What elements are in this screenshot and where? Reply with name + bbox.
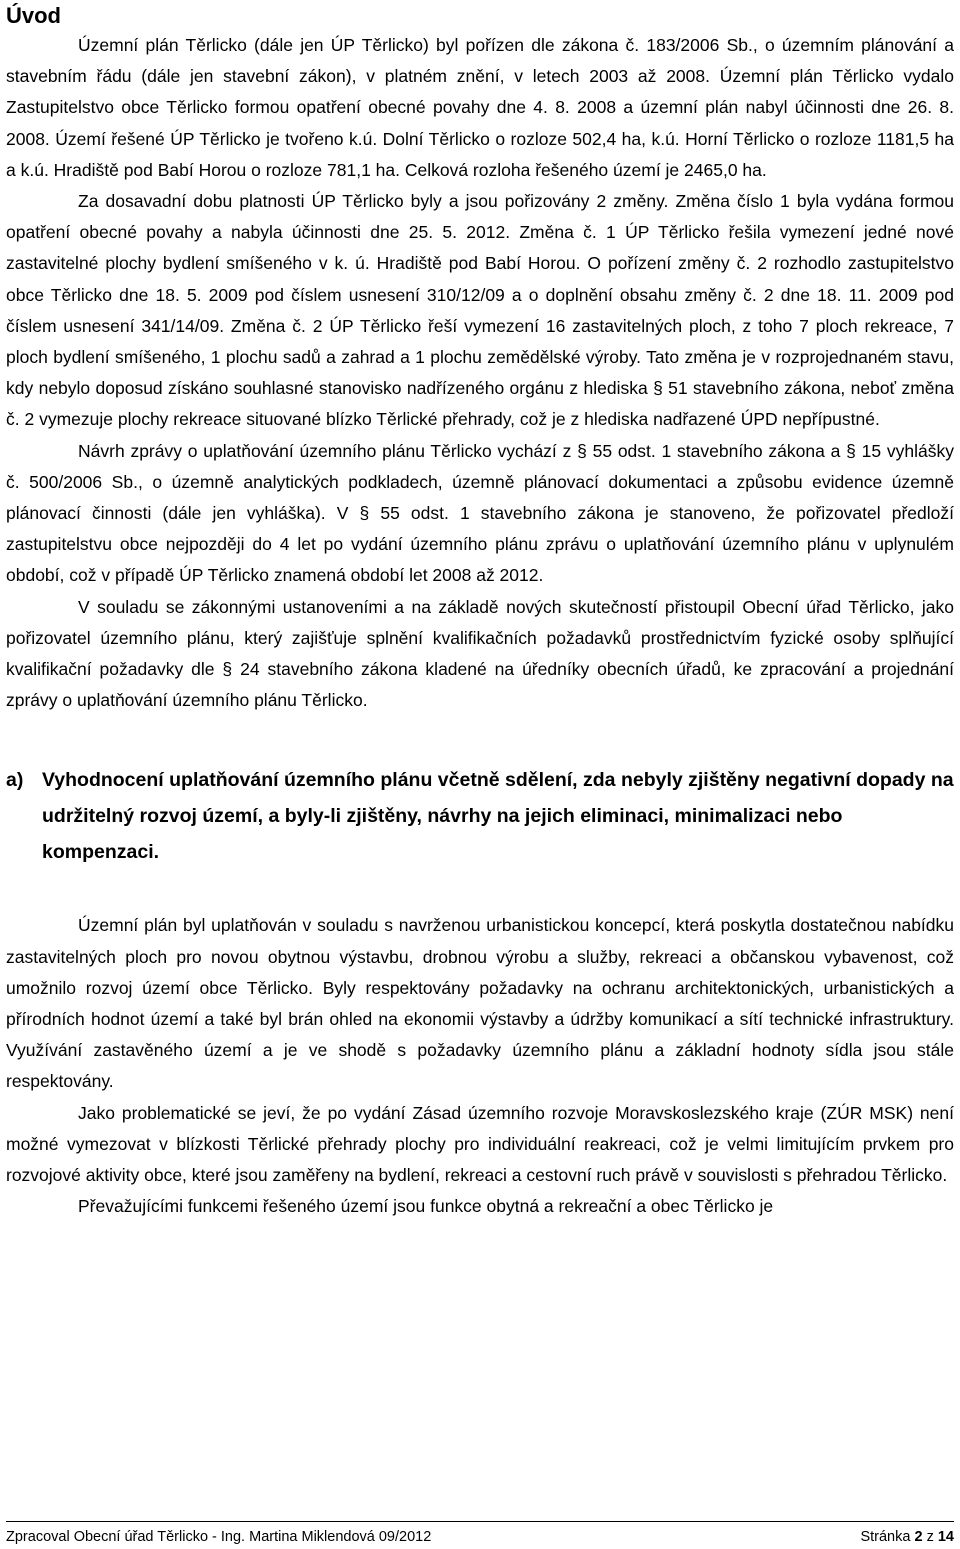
section-a-marker: a) [6,769,24,792]
page-label: Stránka [860,1529,911,1545]
intro-paragraph-3: Návrh zprávy o uplatňování územního plánu Těrlicko vychází z § 55 odst. 1 stavebního zákona a § 15 vyhlášky č. 500/2006 Sb., o územně analytických podkladech, územně plánovací dokumentaci a způsobu evidence územně plánovací činnosti (dále jen vyhláška). V § 55 odst. 1 stavebního zákona je stanoveno, že pořizovatel předloží zastupitelstvu obce nejpozději do 4 let po vydání územního plánu zprávu o uplatňování územního plánu v uplynulém období, což v případě ÚP Těrlicko znamená období let 2008 až 2012. [6,440,954,586]
footer-author: Zpracoval Obecní úřad Těrlicko - Ing. Martina Miklendová 09/2012 [6,1529,432,1545]
intro-paragraph-4: V souladu se zákonnými ustanoveními a na základě nových skutečností přistoupil Obecní úřad Těrlicko, jako pořizovatel územního plánu, který zajišťuje splnění kvalifikačních požadavků prostřednictvím fyzické osoby splňující kvalifikační požadavky dle § 24 stavebního zákona kladené na úředníky obecních úřadů, ke zpracování a projednání zprávy o uplatňování územního plánu Těrlicko. [6,596,954,711]
section-a-paragraph-1: Územní plán byl uplatňován v souladu s navrženou urbanistickou koncepcí, která poskytla dostatečnou nabídku zastavitelných ploch pro novou obytnou výstavbu, drobnou výrobu a služby, rekreaci a občanskou vybavenost, což umožnilo rozvoj území obce Těrlicko. Byly respektovány požadavky na ochranu architektonických, urbanistických a přírodních hodnot území a také byl brán ohled na ekonomii výstavby a údržby komunikací a sítí technické infrastruktury. Využívání zastavěného území a je ve shodě s požadavky územního plánu a základní hodnoty sídla jsou stále respektovány. [6,915,954,1092]
page-heading: Úvod [6,3,61,28]
section-spacer [6,870,954,910]
page-separator: z [926,1529,934,1545]
page-footer [6,1521,954,1548]
page-number [860,1525,954,1549]
document-body [6,30,954,1223]
page-total: 14 [937,1529,954,1545]
intro-paragraph-2: Za dosavadní dobu platnosti ÚP Těrlicko byly a jsou pořizovány 2 změny. Změna číslo 1 byla vydána formou opatření obecné povahy a nabyla účinnosti dne 25. 5. 2012. Změna č. 1 ÚP Těrlicko řešila vymezení jedné nové zastavitelné plochy bydlení smíšeného v k. ú. Hradiště pod Babí Horou. O pořízení změny č. 2 rozhodlo zastupitelstvo obce Těrlicko dne 18. 5. 2009 pod číslem usnesení 310/12/09 a o doplnění obsahu změny č. 2 dne 18. 11. 2009 pod číslem usnesení 341/14/09. Změna č. 2 ÚP Těrlicko řeší vymezení 16 zastavitelných ploch, z toho 7 ploch rekreace, 7 ploch bydlení smíšeného, 1 plochu sadů a zahrad a 1 plochu zemědělské výroby. Tato změna je v rozprojednaném stavu, kdy nebylo doposud získáno souhlasné stanovisko nadřízeného orgánu z hlediska § 51 stavebního zákona, neboť změna č. 2 vymezuje plochy rekreace situované blízko Těrlické přehrady, což je z hlediska nadřazené ÚPD nepřípustné. [6,191,954,430]
page-current: 2 [914,1529,923,1545]
section-a-title: Vyhodnocení uplatňování územního plánu včetně sdělení, zda nebyly zjištěny negativní dopady na udržitelný rozvoj území, a byly-li zjištěny, návrhy na jejich eliminaci, minimalizaci nebo kompenzaci. [42,769,954,864]
section-a-paragraph-3: Převažujícími funkcemi řešeného území jsou funkce obytná a rekreační a obec Těrlicko je [78,1196,774,1217]
section-a-paragraph-2: Jako problematické se jeví, že po vydání Zásad územního rozvoje Moravskoslezského kraje (ZÚR MSK) není možné vymezovat v blízkosti Těrlické přehrady plochy pro individuální reakreaci, což je velmi limitujícím prvkem pro rozvojové aktivity obce, které jsou zaměřeny na bydlení, rekreaci a cestovní ruch právě v souvislosti s přehradou Těrlicko. [6,1102,954,1186]
intro-paragraph-1: Územní plán Těrlicko (dále jen ÚP Těrlicko) byl pořízen dle zákona č. 183/2006 Sb., o územním plánování a stavebním řádu (dále jen stavební zákon), v platném znění, v letech 2003 až 2008. Územní plán Těrlicko vydalo Zastupitelstvo obce Těrlicko formou opatření obecné povahy dne 4. 8. 2008 a územní plán nabyl účinnosti dne 26. 8. 2008. Území řešené ÚP Těrlicko je tvořeno k.ú. Dolní Těrlicko o rozloze 502,4 ha, k.ú. Horní Těrlicko o rozloze 1181,5 ha a k.ú. Hradiště pod Babí Horou o rozloze 781,1 ha. Celková rozloha řešeného území je 2465,0 ha. [6,35,954,180]
section-a-heading [6,762,954,870]
